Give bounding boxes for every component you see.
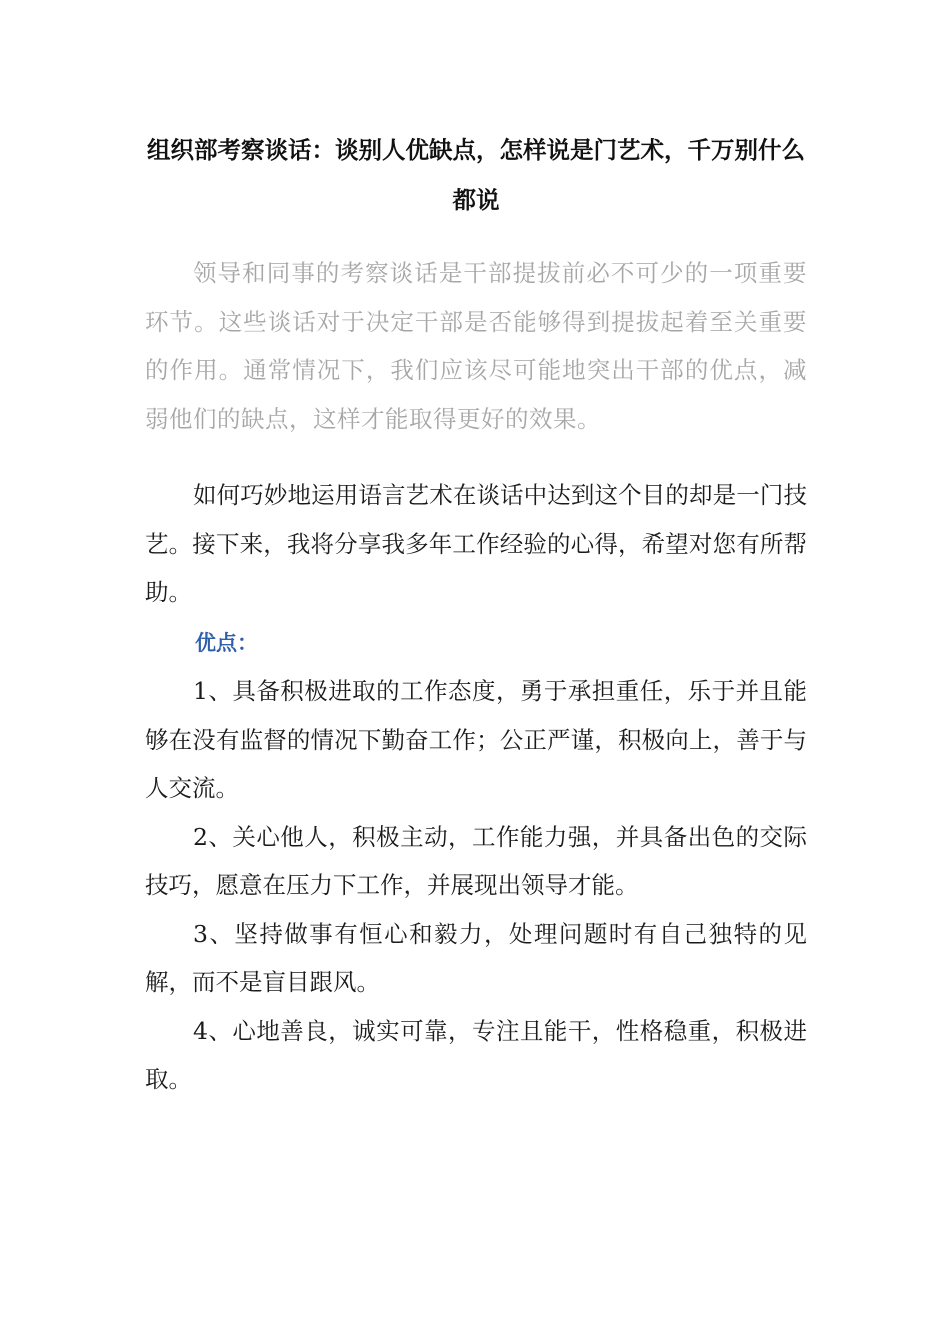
section-heading-strengths: 优点： bbox=[195, 630, 258, 655]
bridge-paragraph: 如何巧妙地运用语言艺术在谈话中达到这个目的却是一门技艺。接下来，我将分享我多年工作经验的心得，希望对您有所帮助。 bbox=[145, 481, 807, 606]
list-item: 4、心地善良，诚实可靠，专注且能干，性格稳重，积极进取。 bbox=[145, 1016, 807, 1093]
document-page bbox=[145, 125, 807, 1104]
intro-paragraph: 领导和同事的考察谈话是干部提拔前必不可少的一项重要环节。这些谈话对于决定干部是否能够得到提拔起着至关重要的作用。通常情况下，我们应该尽可能地突出干部的优点，减弱他们的缺点，这样才能取得更好的效果。 bbox=[145, 259, 807, 433]
list-item: 1、具备积极进取的工作态度，勇于承担重任，乐于并且能够在没有监督的情况下勤奋工作；公正严谨，积极向上，善于与人交流。 bbox=[145, 677, 807, 802]
list-item: 3、坚持做事有恒心和毅力，处理问题时有自己独特的见解，而不是盲目跟风。 bbox=[145, 919, 807, 996]
document-title: 组织部考察谈话：谈别人优缺点，怎样说是门艺术，千万别什么都说 bbox=[147, 136, 805, 214]
strengths-list bbox=[145, 667, 807, 1104]
list-item: 2、关心他人，积极主动，工作能力强，并具备出色的交际技巧，愿意在压力下工作，并展现出领导才能。 bbox=[145, 822, 807, 899]
